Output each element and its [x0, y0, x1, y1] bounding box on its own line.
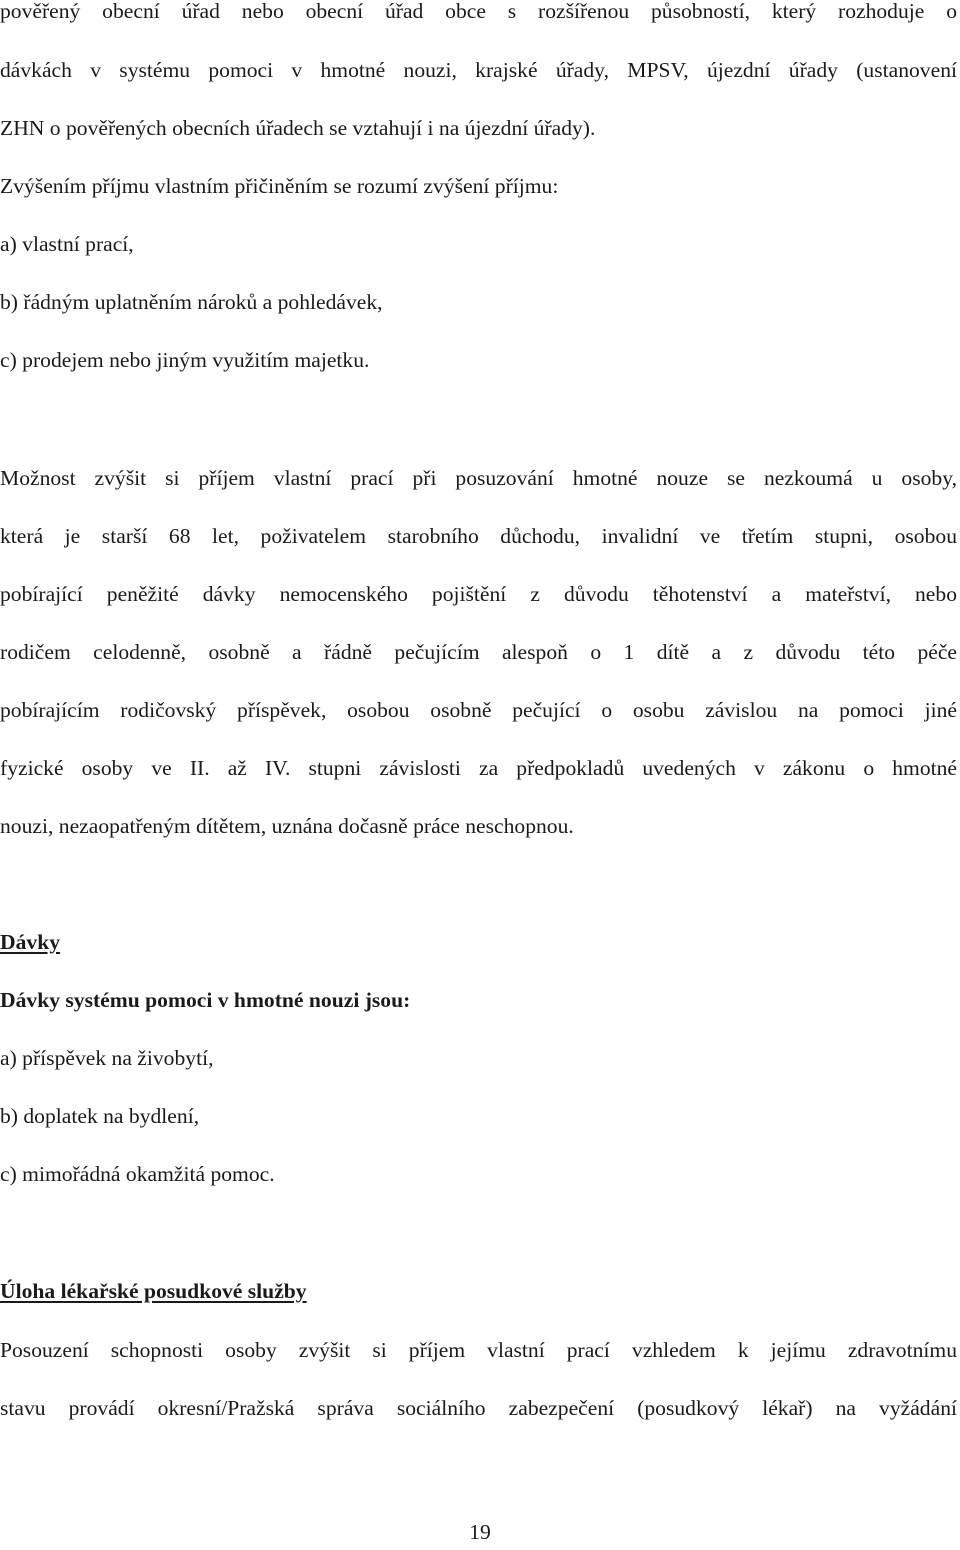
list-item: b) doplatek na bydlení, [0, 1104, 200, 1128]
section-subheading: Dávky systému pomoci v hmotné nouzi jsou: [0, 988, 411, 1012]
section-heading: Dávky [0, 930, 60, 954]
intro-line: Zvýšením příjmu vlastním přičiněním se rozumí zvýšení příjmu: [0, 174, 559, 198]
paragraph-line: fyzické osoby ve II. až IV. stupni závislosti za předpokladů uvedených v zákonu o hmotné [0, 756, 957, 780]
page-number: 19 [469, 1520, 491, 1544]
list-item: c) prodejem nebo jiným využitím majetku. [0, 348, 370, 372]
paragraph-line: Posouzení schopnosti osoby zvýšit si příjem vlastní prací vzhledem k jejímu zdravotnímu [0, 1338, 957, 1362]
paragraph-line: stavu provádí okresní/Pražská správa sociálního zabezpečení (posudkový lékař) na vyžádání [0, 1396, 957, 1420]
intro-line: ZHN o pověřených obecních úřadech se vztahují i na újezdní úřady). [0, 116, 596, 140]
paragraph-line: která je starší 68 let, poživatelem starobního důchodu, invalidní ve třetím stupni, osobou [0, 524, 957, 548]
intro-line: dávkách v systému pomoci v hmotné nouzi, krajské úřady, MPSV, újezdní úřady (ustanovení [0, 58, 957, 82]
paragraph-line: pobírající peněžité dávky nemocenského pojištění z důvodu těhotenství a mateřství, nebo [0, 582, 957, 606]
paragraph-line: rodičem celodenně, osobně a řádně pečujícím alespoň o 1 dítě a z důvodu této péče [0, 640, 957, 664]
paragraph-line: nouzi, nezaopatřeným dítětem, uznána dočasně práce neschopnou. [0, 814, 574, 838]
section-heading: Úloha lékařské posudkové služby [0, 1279, 307, 1303]
list-item: a) vlastní prací, [0, 232, 134, 256]
intro-line: pověřený obecní úřad nebo obecní úřad obce s rozšířenou působností, který rozhoduje o [0, 0, 957, 23]
list-item: a) příspěvek na živobytí, [0, 1046, 214, 1070]
paragraph-line: Možnost zvýšit si příjem vlastní prací při posuzování hmotné nouze se nezkoumá u osoby, [0, 466, 957, 490]
list-item: b) řádným uplatněním nároků a pohledávek, [0, 290, 383, 314]
paragraph-line: pobírajícím rodičovský příspěvek, osobou osobně pečující o osobu závislou na pomoci jiné [0, 698, 957, 722]
list-item: c) mimořádná okamžitá pomoc. [0, 1162, 275, 1186]
